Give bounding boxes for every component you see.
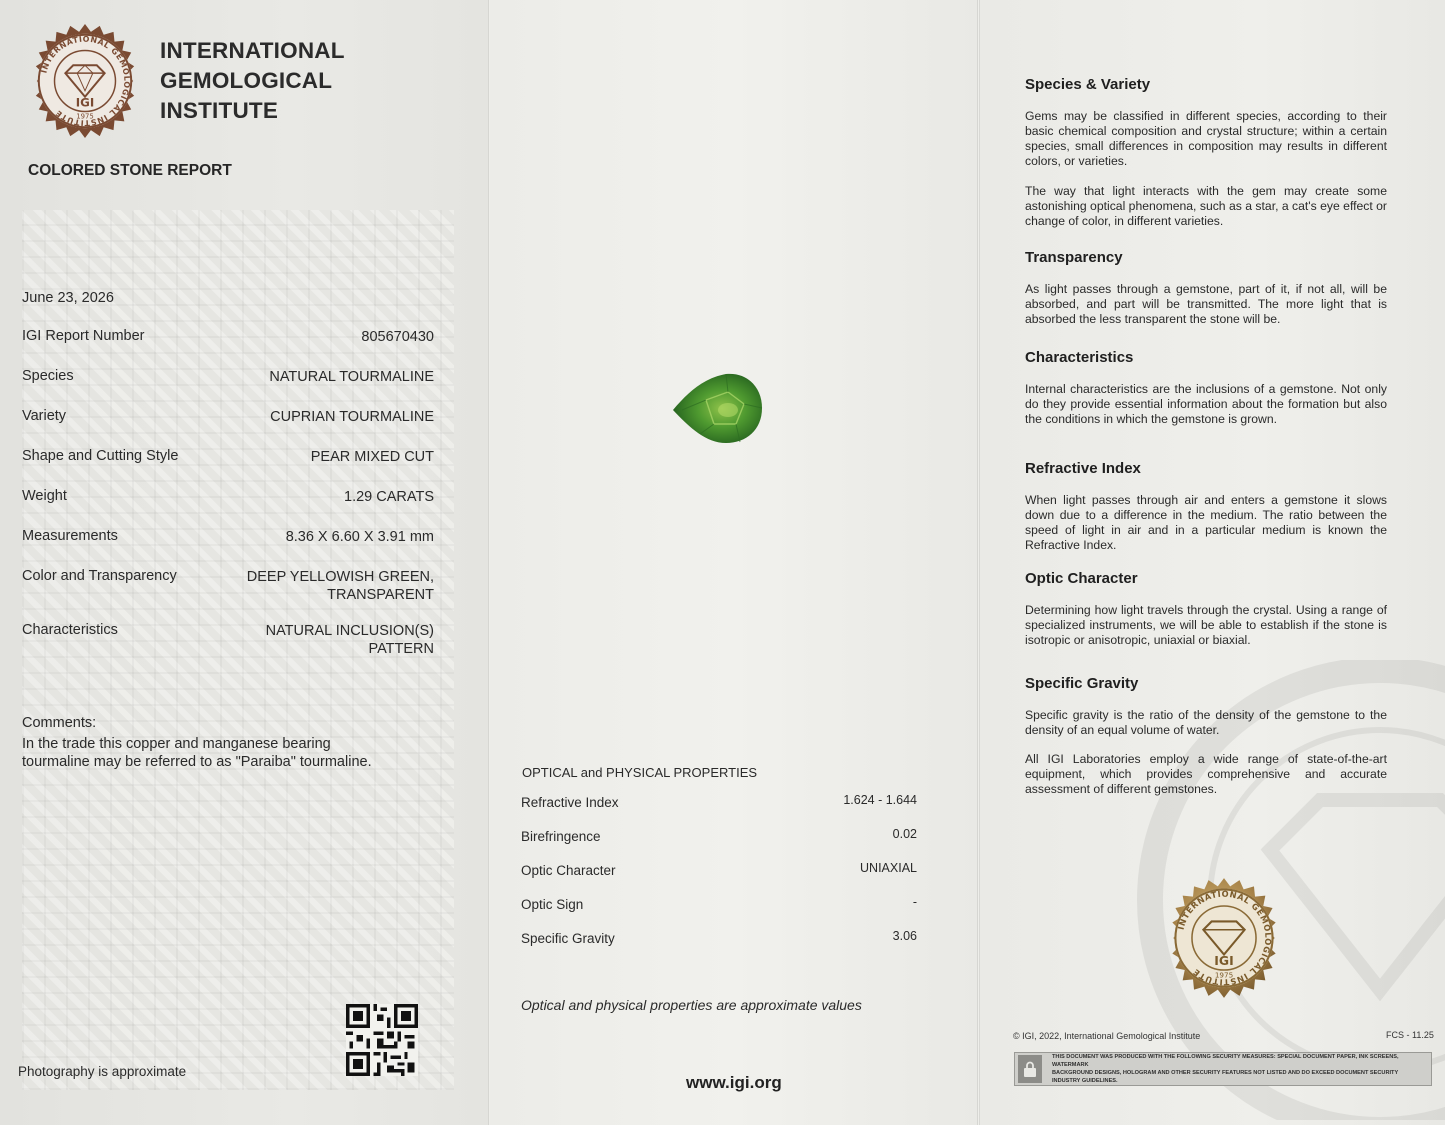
brand-line: INSTITUTE xyxy=(160,98,279,123)
seal-year: 1975 xyxy=(1214,970,1234,980)
photography-note: Photography is approximate xyxy=(18,1064,187,1079)
lock-icon xyxy=(1018,1055,1042,1083)
property-value: 0.02 xyxy=(892,827,917,841)
copyright-text: © IGI, 2022, International Gemological Institute xyxy=(1013,1031,1201,1041)
property-label: Refractive Index xyxy=(521,795,619,810)
info-species-variety xyxy=(1025,76,1387,229)
field-value: 8.36 X 6.60 X 3.91 mm xyxy=(285,529,434,545)
property-label: Optic Sign xyxy=(521,897,584,912)
security-notice-text xyxy=(1052,1053,1422,1085)
field-label: Color and Transparency xyxy=(22,568,177,584)
info-heading: Refractive Index xyxy=(1025,460,1141,477)
form-code: FCS - 11.25 xyxy=(1386,1030,1434,1040)
info-paragraph: The way that light interacts with the gem may create some astonishing optical phenomena, such as a star, a cat's eye effect or change of color, in different varieties. xyxy=(1025,184,1387,228)
qr-code[interactable] xyxy=(346,1004,418,1076)
field-label: IGI Report Number xyxy=(22,328,145,344)
property-label: Specific Gravity xyxy=(521,931,615,946)
report-title: COLORED STONE REPORT xyxy=(28,162,232,179)
seal-text: INTERNATIONAL GEMOLOGICAL INSTITUTE xyxy=(1175,888,1274,988)
info-heading: Optic Character xyxy=(1025,570,1138,587)
property-label: Optic Character xyxy=(521,863,616,878)
info-heading: Species & Variety xyxy=(1025,76,1151,93)
info-specific-gravity xyxy=(1025,675,1387,797)
info-paragraph: As light passes through a gemstone, part of it, if not all, will be absorbed, and part will be transmitted. The more light that is absorbed the less transparent the stone will be. xyxy=(1025,282,1387,326)
field-label: Variety xyxy=(22,408,67,424)
property-value: UNIAXIAL xyxy=(860,861,917,875)
comments-label: Comments: xyxy=(22,715,97,731)
info-paragraph: When light passes through air and enters a gemstone it slows down due to a difference in the medium. The ratio between the speed of light in air and in a particular medium is known the Refractive Index. xyxy=(1025,493,1387,552)
field-value-line: NATURAL INCLUSION(S) xyxy=(265,623,434,639)
field-value-line: TRANSPARENT xyxy=(327,587,434,603)
website-link[interactable]: www.igi.org xyxy=(686,1073,782,1092)
property-value: 3.06 xyxy=(892,929,917,943)
field-label: Characteristics xyxy=(22,622,118,638)
field-value: PEAR MIXED CUT xyxy=(310,449,434,465)
gemstone-photo xyxy=(670,370,766,446)
security-notice xyxy=(1014,1052,1432,1086)
seal-mark: IGI xyxy=(75,95,95,110)
info-paragraph: All IGI Laboratories employ a wide range of state-of-the-art equipment, which provides comprehensive and accurate assessment of different gemstones. xyxy=(1025,752,1387,796)
report-middle-panel xyxy=(490,0,978,1125)
comments-block xyxy=(22,714,442,771)
info-heading: Transparency xyxy=(1025,249,1123,266)
info-transparency xyxy=(1025,249,1387,327)
field-label: Measurements xyxy=(22,528,118,544)
field-value xyxy=(247,568,434,604)
brand-line: INTERNATIONAL xyxy=(160,38,345,63)
approximate-values-note: Optical and physical properties are approximate values xyxy=(521,997,862,1013)
field-label: Weight xyxy=(22,488,67,504)
info-paragraph: Gems may be classified in different species, according to their basic chemical composition and crystal structure; within a certain species, small differences in composition may results in different colors, or varieties. xyxy=(1025,109,1387,168)
info-paragraph: Determining how light travels through the crystal. Using a range of specialized instruments, we will be able to establish if the stone is isotropic or anisotropic, uniaxial or biaxial. xyxy=(1025,603,1387,647)
info-paragraph: Internal characteristics are the inclusions of a gemstone. Not only do they provide essential information about the formation but also the conditions in which the gemstone is grown. xyxy=(1025,382,1387,426)
info-paragraph: Specific gravity is the ratio of the density of the gemstone to the density of an equal volume of water. xyxy=(1025,708,1387,737)
info-heading: Specific Gravity xyxy=(1025,675,1139,692)
field-value xyxy=(266,622,434,658)
institute-name xyxy=(160,36,345,126)
property-label: Birefringence xyxy=(521,829,601,844)
security-line: THIS DOCUMENT WAS PRODUCED WITH THE FOLLOWING SECURITY MEASURES: SPECIAL DOCUMENT PAPER, INK SCREENS, WATERMARK xyxy=(1052,1054,1399,1068)
hologram-seal xyxy=(1162,876,1286,1000)
info-heading: Characteristics xyxy=(1025,349,1134,366)
seal-text: INTERNATIONAL GEMOLOGICAL INSTITUTE xyxy=(39,34,132,128)
field-label: Shape and Cutting Style xyxy=(22,448,179,464)
field-value-line: PATTERN xyxy=(368,641,434,657)
field-label: Species xyxy=(22,368,74,384)
report-date-value: June 23, 2026 xyxy=(22,290,114,306)
comments-text: tourmaline may be referred to as "Paraiba" tourmaline. xyxy=(22,754,372,770)
seal-year: 1975 xyxy=(76,112,94,121)
field-value-line: DEEP YELLOWISH GREEN, xyxy=(246,569,434,585)
info-optic-character xyxy=(1025,570,1387,648)
comments-text: In the trade this copper and manganese bearing xyxy=(22,736,331,752)
field-value: CUPRIAN TOURMALINE xyxy=(270,409,434,425)
seal-mark: IGI xyxy=(1214,952,1234,968)
property-value: 1.624 - 1.644 xyxy=(843,793,917,807)
info-refractive-index xyxy=(1025,460,1387,553)
igi-seal-logo xyxy=(26,22,144,140)
property-value: - xyxy=(912,895,917,909)
field-value: 1.29 CARATS xyxy=(344,489,434,505)
field-value: 805670430 xyxy=(361,329,434,345)
security-line: BACKGROUND DESIGNS, HOLOGRAM AND OTHER SECURITY FEATURES NOT LISTED AND DO EXCEED DOCUMENT SECURITY INDUSTRY GUIDELINES. xyxy=(1052,1070,1399,1084)
info-characteristics xyxy=(1025,349,1387,427)
optical-properties-title: OPTICAL and PHYSICAL PROPERTIES xyxy=(522,765,758,780)
brand-line: GEMOLOGICAL xyxy=(160,68,333,93)
field-value: NATURAL TOURMALINE xyxy=(269,369,434,385)
